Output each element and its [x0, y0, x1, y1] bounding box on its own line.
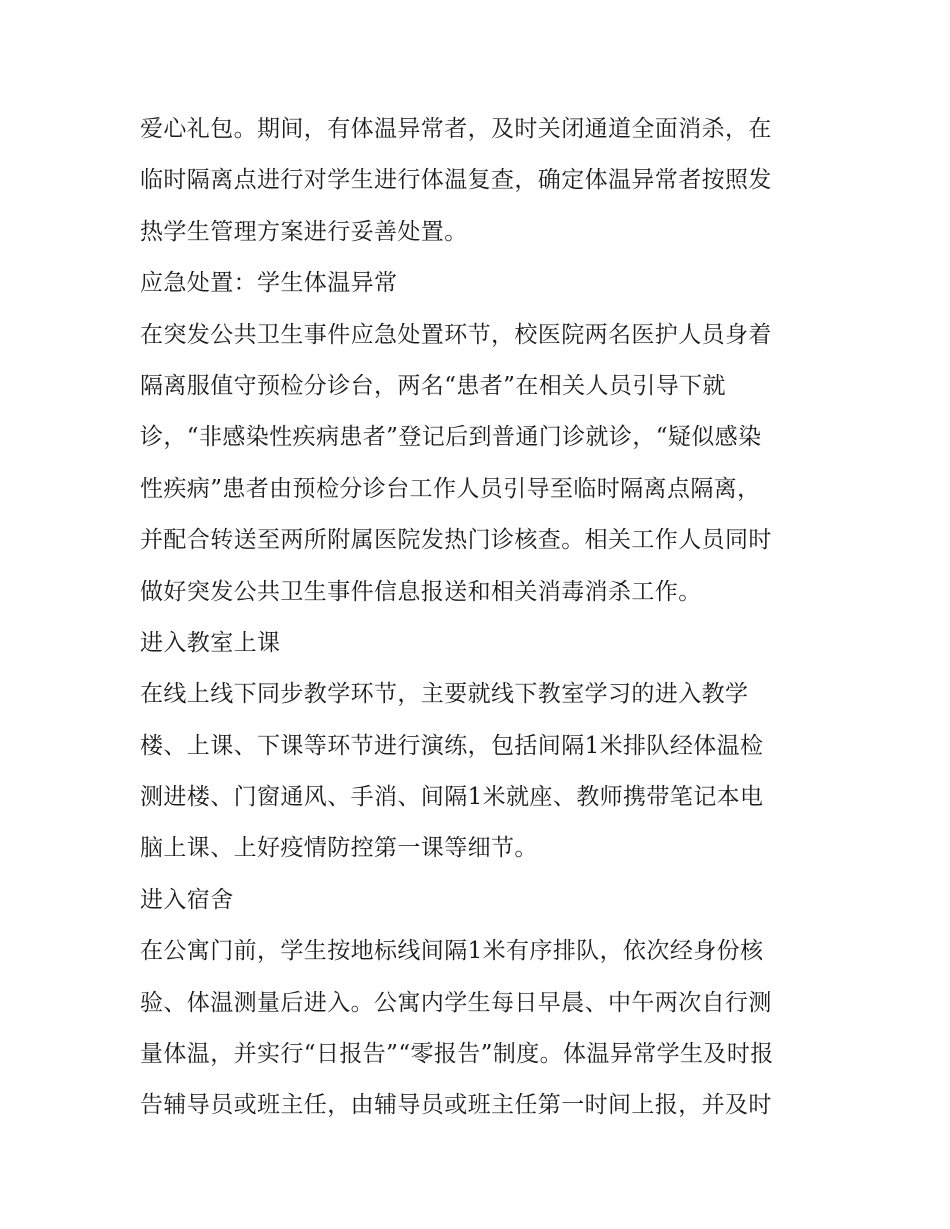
section-heading: 进入教室上课 — [140, 629, 281, 656]
paragraph-line: 在突发公共卫生事件应急处置环节，校医院两名医护人员身着 — [140, 321, 772, 348]
paragraph-line: 脑上课、上好疫情防控第一课等细节。 — [140, 835, 538, 862]
paragraph-line: 临时隔离点进行对学生进行体温复查，确定体温异常者按照发 — [140, 167, 772, 194]
paragraph-line: 量体温，并实行“日报告”“零报告”制度。体温异常学生及时报 — [140, 1041, 774, 1068]
paragraph-line: 并配合转送至两所附属医院发热门诊核查。相关工作人员同时 — [140, 527, 772, 554]
paragraph-line: 做好突发公共卫生事件信息报送和相关消毒消杀工作。 — [140, 578, 702, 605]
paragraph-line: 在公寓门前，学生按地标线间隔1米有序排队，依次经身份核 — [140, 938, 764, 965]
section-heading: 进入宿舍 — [140, 886, 234, 913]
paragraph-line: 验、体温测量后进入。公寓内学生每日早晨、中午两次自行测 — [140, 989, 772, 1016]
paragraph-line: 热学生管理方案进行妥善处置。 — [140, 218, 468, 245]
paragraph-line: 爱心礼包。期间，有体温异常者，及时关闭通道全面消杀，在 — [140, 116, 772, 142]
paragraph-line: 性疾病”患者由预检分诊台工作人员引导至临时隔离点隔离， — [140, 475, 761, 502]
paragraph-line: 告辅导员或班主任，由辅导员或班主任第一时间上报，并及时 — [140, 1092, 772, 1119]
document-body — [140, 107, 820, 1135]
paragraph-line: 在线上线下同步教学环节，主要就线下教室学习的进入教学 — [140, 681, 749, 708]
paragraph-line: 测进楼、门窗通风、手消、间隔1米就座、教师携带笔记本电 — [140, 784, 764, 811]
paragraph-line: 诊，“非感染性疾病患者”登记后到普通门诊就诊，“疑似感染 — [140, 424, 762, 451]
paragraph-line: 楼、上课、下课等环节进行演练，包括间隔1米排队经体温检 — [140, 732, 764, 759]
paragraph-line: 隔离服值守预检分诊台，两名“患者”在相关人员引导下就 — [140, 372, 726, 399]
section-heading: 应急处置：学生体温异常 — [140, 270, 398, 297]
